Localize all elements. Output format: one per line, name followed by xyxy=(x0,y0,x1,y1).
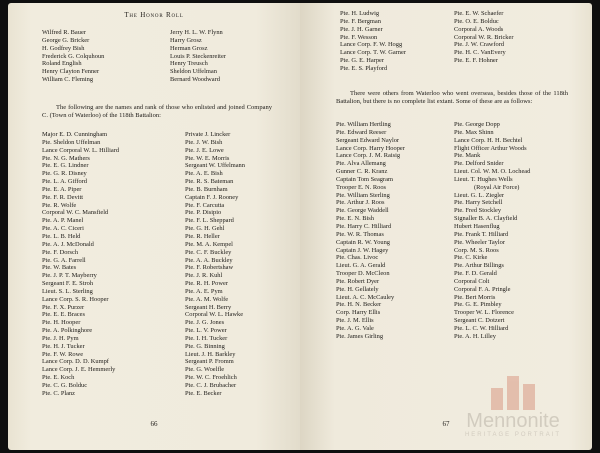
name-entry: Pte. L. A. Gifford xyxy=(42,178,87,186)
name-entry: Herman Grosz xyxy=(170,44,208,52)
name-entry: Captain R. W. Young xyxy=(336,238,390,246)
roster-column-2 xyxy=(185,131,245,398)
name-entry: Pte. J. G. Jones xyxy=(185,319,225,327)
name-entry: Pte. J. M. Ellis xyxy=(336,317,374,325)
name-entry: Pte. C. F. Buckley xyxy=(185,248,232,256)
name-entry: Pte. A. J. McDonald xyxy=(42,240,94,248)
name-entry: William C. Fleming xyxy=(42,76,94,84)
name-entry: Pte. C. Kirke xyxy=(454,254,488,262)
name-entry: Major E. D. Cunningham xyxy=(42,131,108,138)
name-entry: Jerry H. L. W. Flynn xyxy=(170,29,223,36)
top-name-column-2 xyxy=(170,29,226,84)
name-entry: Pte. W. E. Morris xyxy=(185,154,230,162)
name-entry: Pte. J. W. Bish xyxy=(185,138,223,146)
name-entry: Pte. C. Planz xyxy=(42,389,76,397)
intro-paragraph: The following are the names and rank of those who enlisted and joined Company C. (Town of Waterloo) of the 118th Battalion: xyxy=(42,104,272,120)
name-entry: Lieut. T. Hughes Wells xyxy=(454,175,513,183)
name-entry: Lance Corp. D. D. Kumpf xyxy=(42,358,109,366)
name-entry: Corporal A. Woods xyxy=(454,25,504,33)
name-entry: Sergeant P. Fromm xyxy=(185,358,234,366)
name-entry: Pte. George Dopp xyxy=(454,121,500,128)
name-entry: Lance Corp. J. E. Hemmerly xyxy=(42,366,116,374)
name-entry: Pte. I. H. Tucker xyxy=(185,334,228,342)
name-entry: Pte. N. G. Mathers xyxy=(42,154,90,162)
name-entry: Pte. E. Becker xyxy=(185,389,222,397)
name-entry: Captain Tom Seagram xyxy=(336,175,393,183)
name-entry: Pte. A. A. Buckley xyxy=(185,256,233,264)
name-entry: Pte. A. Polkinghore xyxy=(42,327,93,335)
name-entry: Pte. C. G. Bolduc xyxy=(42,382,88,389)
name-entry: Corporal W. C. Mansfield xyxy=(42,209,109,217)
name-entry: Pte. B. Burnham xyxy=(185,185,228,193)
logo-mark-icon xyxy=(487,376,539,410)
name-entry: Pte. G. R. Disney xyxy=(42,170,87,178)
name-entry: Pte. P. Disipio xyxy=(185,209,222,217)
name-entry: Pte. J. E. Lowe xyxy=(185,146,224,154)
name-entry: Corporal Colt xyxy=(454,277,490,285)
name-entry: Lance Corp. S. R. Hooper xyxy=(42,295,109,303)
name-entry: Pte. H. C. VanEvery xyxy=(454,49,506,57)
top-name-list xyxy=(42,29,226,84)
name-entry: Signaller B. A. Clayfield xyxy=(454,215,518,223)
others-roster xyxy=(336,121,530,341)
name-entry: Private J. Lincker xyxy=(185,131,231,138)
name-entry: Pte. G. A. Farrell xyxy=(42,256,86,264)
name-entry: Pte. Harry C. Hilliard xyxy=(336,222,392,230)
name-entry: Pte. A. G. Vale xyxy=(336,324,374,332)
top-name-list xyxy=(340,10,513,73)
name-entry: Pte. J. R. Kuhl xyxy=(185,272,223,280)
name-entry: Pte. Alva Allemang xyxy=(336,160,386,168)
name-entry: Hubert Hasenflug xyxy=(454,222,500,230)
name-entry: Pte. Edward Reeser xyxy=(336,128,387,136)
name-entry: Captain F. J. Rooney xyxy=(185,193,239,201)
watermark-subtitle: HERITAGE PORTRAIT xyxy=(464,432,562,438)
name-entry: Pte. E. W. Schaefer xyxy=(454,10,504,17)
running-head: The Honor Roll xyxy=(124,11,184,19)
name-entry: Pte. F. X. Purzer xyxy=(42,303,85,311)
watermark-name: Mennonite xyxy=(466,410,560,432)
name-entry: Pte. H. Gellately xyxy=(336,285,379,293)
name-entry: Captain J. W. Hagey xyxy=(336,246,389,254)
company-c-roster xyxy=(42,131,245,398)
name-entry: Lance Corporal W. L. Hilliard xyxy=(42,146,120,154)
name-entry: Corporal W. L. Hawke xyxy=(185,311,244,319)
name-entry: Pte. J. P. T. Mayberry xyxy=(42,272,97,280)
name-entry: Pte. William Hertling xyxy=(336,121,391,128)
name-entry: Pte. W. Bates xyxy=(42,264,77,272)
name-entry: Pte. L. V. Power xyxy=(185,327,227,335)
name-entry: Pte. G. E. Harper xyxy=(340,57,385,65)
name-entry: Lieut. J. H. Barkley xyxy=(185,350,236,358)
name-entry: Sergeant C. Dotzert xyxy=(454,317,505,325)
name-entry: Pte. Mank xyxy=(454,152,481,160)
name-entry: Pte. F. Dorsch xyxy=(42,248,79,256)
name-entry: Corporal W. R. Bricker xyxy=(454,33,514,41)
name-entry: Pte. O. E. Bolduc xyxy=(454,17,499,25)
name-entry: Sheldon Uffelman xyxy=(170,68,217,76)
name-entry: Pte. W. C. Froehlich xyxy=(185,374,237,382)
name-entry: Pte. Fred Stockley xyxy=(454,207,502,215)
name-entry: Harry Grosz xyxy=(170,36,202,44)
name-entry: Pte. H. Hooper xyxy=(42,319,81,327)
name-entry: Lance Corp. Harry Hooper xyxy=(336,144,405,152)
name-entry: Pte. R. Heller xyxy=(185,232,220,240)
name-entry: Sergeant F. E. Stroh xyxy=(42,280,94,288)
name-entry: Pte. R. H. Power xyxy=(185,280,228,288)
name-entry: Pte. Wheeler Taylor xyxy=(454,238,505,246)
name-entry: Corp. M. S. Roos xyxy=(454,246,499,254)
name-entry: Pte. A. M. Wolfe xyxy=(185,295,229,303)
name-entry: Sergeant W. Uffelmann xyxy=(185,162,245,170)
name-entry: George G. Bricker xyxy=(42,36,90,44)
name-entry: Pte. J. H. Garner xyxy=(340,25,383,33)
name-entry: Pte. A. H. Lilley xyxy=(454,332,496,340)
name-entry: Sergeant H. Berry xyxy=(185,303,232,311)
top-name-column-2 xyxy=(454,10,513,73)
name-entry: Corporal F. A. Pringle xyxy=(454,285,511,293)
name-entry: Pte. Delford Snider xyxy=(454,160,504,168)
page-number: 66 xyxy=(150,420,158,428)
name-entry: Frederick G. Colquhoun xyxy=(42,52,105,60)
name-entry: Pte. L. C. W. Hilliard xyxy=(454,324,509,332)
name-entry: Pte. A. E. Bish xyxy=(185,170,223,178)
name-entry: Pte. G. E. Pimbley xyxy=(454,301,502,309)
name-entry: Lieut. Col. W. M. O. Lochead xyxy=(454,168,531,176)
name-entry: Lance Corp. F. W. Hogg xyxy=(340,41,403,49)
watermark-logo xyxy=(438,376,588,446)
name-entry: Pte. R. Wolfe xyxy=(42,201,77,209)
top-name-column-1 xyxy=(42,29,170,84)
top-name-column-1 xyxy=(340,10,454,73)
book-spread xyxy=(8,3,592,450)
name-entry: Lieut. G. L. Ziegler xyxy=(454,191,505,199)
name-entry: Pte. G. Woelfle xyxy=(185,366,225,374)
name-entry: Pte. F. Wesson xyxy=(340,33,378,41)
name-entry: Pte. F. W. Rowe xyxy=(42,350,84,358)
name-entry: Lance Corp. H. H. Bechtel xyxy=(454,136,523,144)
name-entry: Lieut. S. L. Sterling xyxy=(42,287,93,295)
name-entry: Pte. C. J. Brubacher xyxy=(185,382,237,389)
name-entry: Pte. M. A. Kempel xyxy=(185,240,233,248)
name-entry: Pte. G. Binning xyxy=(185,342,225,350)
intro-paragraph: There were others from Waterloo who went overseas, besides those of the 118th Battalion, but there is no complete list extant. Some of these are as follows: xyxy=(336,90,568,106)
right-page xyxy=(300,3,592,450)
name-entry: Pte. A. C. Ciceri xyxy=(42,225,84,233)
name-entry: Pte. H. J. Tucker xyxy=(42,342,85,350)
name-entry: Pte. E. A. Piper xyxy=(42,185,82,193)
name-entry: Pte. H. N. Becker xyxy=(336,301,382,309)
name-entry: Pte. L. B. Held xyxy=(42,232,81,240)
roster-column-2 xyxy=(454,121,530,341)
name-entry: H. Godfrey Bish xyxy=(42,44,85,52)
name-entry: Pte. E. N. Bish xyxy=(336,215,374,223)
name-entry: Pte. F. L. Sheppard xyxy=(185,217,234,225)
name-entry: Pte. J. W. Crawford xyxy=(454,41,505,49)
name-entry: Corp. Harry Ellis xyxy=(336,309,381,317)
name-entry: Pte. F. R. Devitt xyxy=(42,193,84,201)
name-entry: Pte. E. Koch xyxy=(42,374,75,382)
name-entry: Pte. Frank T. Hilliard xyxy=(454,230,509,238)
name-entry: Pte. E. F. Hohner xyxy=(454,57,498,65)
name-entry: Pte. William Sterling xyxy=(336,191,390,199)
name-entry: Henry Clayton Fenner xyxy=(42,68,100,76)
name-entry: Lieut. A. C. McCauley xyxy=(336,293,395,301)
name-entry: Louis P. Steckenreiter xyxy=(170,52,226,60)
name-entry: Pte. F. Bergman xyxy=(340,17,381,25)
name-entry: Pte. W. R. Thomas xyxy=(336,230,384,238)
name-entry: Gunner C. R. Kranz xyxy=(336,168,388,176)
name-entry: Pte. A. P. Manel xyxy=(42,217,84,225)
name-entry: (Royal Air Force) xyxy=(474,183,520,191)
name-entry: Trooper W. L. Florence xyxy=(454,309,514,317)
name-entry: Bernard Woodward xyxy=(170,76,220,84)
name-entry: Pte. F. D. Gerald xyxy=(454,270,497,278)
roster-column-1 xyxy=(336,121,454,341)
name-entry: Pte. Harry Setchell xyxy=(454,199,503,207)
name-entry: Pte. F. Carcutta xyxy=(185,201,225,209)
name-entry: Wilfred R. Bauer xyxy=(42,29,86,36)
name-entry: Pte. Arthur Billings xyxy=(454,262,504,270)
name-entry: Pte. J. H. Pym xyxy=(42,334,79,342)
name-entry: Trooper D. McCleon xyxy=(336,270,390,278)
name-entry: Roland English xyxy=(42,60,82,68)
name-entry: Pte. R. S. Bateman xyxy=(185,178,234,186)
name-entry: Pte. E. S. Playford xyxy=(340,64,388,72)
name-entry: Pte. Bert Morris xyxy=(454,293,496,301)
name-entry: Lance Corp. J. M. Raisig xyxy=(336,152,401,160)
name-entry: Lieut. G. A. Gerald xyxy=(336,262,386,270)
name-entry: Pte. E. E. Braces xyxy=(42,311,85,319)
page-number: 67 xyxy=(442,420,450,428)
name-entry: Sergeant Edward Naylor xyxy=(336,136,400,144)
name-entry: Pte. Arthur J. Roos xyxy=(336,199,385,207)
name-entry: Pte. Robert Dyer xyxy=(336,277,380,285)
name-entry: Pte. Sheldon Uffelman xyxy=(42,138,101,146)
name-entry: Pte. G. H. Gehl xyxy=(185,225,225,233)
name-entry: Trooper E. N. Roos xyxy=(336,183,387,191)
name-entry: Pte. Chas. Livoc xyxy=(336,254,379,262)
name-entry: Pte. F. Robertshaw xyxy=(185,264,234,272)
name-entry: Flight Officer Arthur Woods xyxy=(454,144,527,152)
roster-column-1 xyxy=(42,131,185,398)
name-entry: Pte. H. Ludwig xyxy=(340,10,380,17)
left-page xyxy=(8,3,300,450)
name-entry: Pte. James Girling xyxy=(336,332,384,340)
name-entry: Pte. A. E. Pym xyxy=(185,287,223,295)
name-entry: Henry Treusch xyxy=(170,60,208,68)
name-entry: Pte. George Waddell xyxy=(336,207,389,215)
name-entry: Pte. E. G. Lindner xyxy=(42,162,89,170)
name-entry: Pte. Max Shinn xyxy=(454,128,494,136)
name-entry: Lance Corp. T. W. Garner xyxy=(340,49,406,57)
